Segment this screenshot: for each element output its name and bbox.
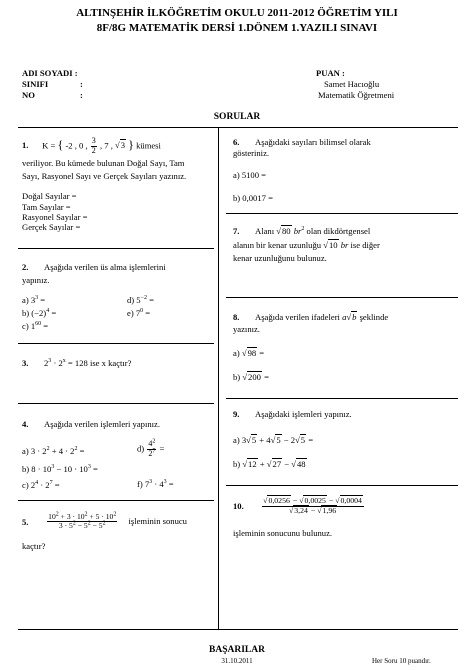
exam-title: ALTINŞEHİR İLKÖĞRETİM OKULU 2011-2012 ÖĞRETİM YILI	[76, 7, 398, 19]
no-label: NO	[22, 90, 35, 100]
q2-b: b) $(-2)^4$ =	[22, 308, 57, 318]
exam-subtitle: 8F/8G MATEMATİK DERSİ 1.DÖNEM 1.YAZILI SINAVI	[96, 22, 378, 34]
q4-d: d) $\frac{4^2}{2^7}$ =	[137, 438, 165, 458]
q1-line2: veriliyor. Bu kümede bulunan Doğal Sayı, Tam	[22, 157, 185, 168]
q6-a: a) 5100 =	[233, 170, 267, 180]
q4-c: c) $2^4 \cdot 2^7$ =	[22, 480, 60, 490]
footer-note: Her Soru 10 puandır.	[372, 657, 431, 665]
q8-number: 8.	[233, 312, 240, 322]
q5-number: 5.	[22, 516, 29, 527]
q9-number: 9.	[233, 409, 240, 419]
set-open-brace: {	[57, 137, 64, 152]
q2-text2: yapınız.	[22, 275, 50, 286]
q1-tail: kümesi	[136, 140, 161, 151]
q5-after: işleminin sonucu	[128, 515, 187, 526]
q6-text2: gösteriniz.	[233, 148, 270, 159]
q1-items-rest: , 7 ,	[99, 140, 113, 151]
q8-a: a) √ 98 =	[233, 348, 264, 358]
question-4	[22, 419, 160, 429]
q1-answer-dogal: Doğal Sayılar =	[22, 191, 77, 202]
divider-q4	[18, 500, 214, 501]
q9-a: a) 3√ 5 + 4√ 5 − 2√ 5 =	[233, 435, 313, 445]
q1-answer-tam: Tam Sayılar =	[22, 201, 71, 212]
q4-b: b) $8 \cdot 10^3 - 10 \cdot 10^3$ =	[22, 464, 98, 474]
column-divider	[218, 127, 219, 629]
teacher-title: Matematik Öğretmeni	[318, 90, 395, 100]
q1-root: √ 3	[115, 139, 126, 150]
q1-number: 1.	[22, 140, 29, 151]
q8-b: b) √ 200 =	[233, 372, 269, 382]
q9-b: b) √ 12 + √ 27 − √ 48	[233, 459, 307, 469]
divider-bottom	[18, 629, 458, 630]
sorular-heading: SORULAR	[213, 112, 261, 122]
q1-fraction: $\frac{3}{2}$	[91, 136, 96, 155]
name-label: ADI SOYADI :	[22, 68, 78, 78]
q6-b: b) 0,0017 =	[233, 193, 273, 203]
teacher-name: Samet Hacıoğlu	[324, 79, 380, 89]
question-1	[22, 137, 212, 232]
divider-q2	[18, 343, 214, 344]
q7-line3: kenar uzunluğunu bulunuz.	[233, 253, 327, 263]
class-colon: :	[80, 79, 83, 89]
q2-number: 2.	[22, 262, 29, 272]
class-label: SINIFI	[22, 79, 49, 89]
divider-q1	[18, 248, 214, 249]
question-10: 10. √ 0,0256 − √ 0,0025 − √ 0,0004 √ 3,24 − √ 1,96	[233, 497, 365, 515]
q2-d: d) $5^{-2}$ =	[127, 295, 154, 305]
question-5: 5. $\frac{10^2 + 3 \cdot 10^2 + 5 \cdot 10^2}{3 \cdot 5^2 - 5^2 - 5^2}$ işleminin sonucu	[22, 511, 187, 531]
divider-q8	[226, 398, 458, 399]
q10-line2: işleminin sonucunu bulunuz.	[233, 528, 333, 538]
q4-text: Aşağıda verilen işlemleri yapınız.	[44, 419, 160, 429]
q3-number: 3.	[22, 358, 29, 368]
q7-line2: alanın bir kenar uzunluğu √ 10 br ise diğer	[233, 240, 380, 250]
q2-c: c) $1^{60}$ =	[22, 321, 49, 331]
no-colon: :	[80, 90, 83, 100]
q1-k: K =	[42, 140, 56, 151]
question-3: 3. $2^3 \cdot 2^x = 128$ ise x kaçtır?	[22, 358, 132, 368]
q2-text: Aşağıda verilen üs alma işlemlerini	[44, 262, 166, 272]
question-6	[233, 137, 371, 159]
q8-line2: yazınız.	[233, 324, 260, 334]
q1-answer-rasyonel: Rasyonel Sayılar =	[22, 211, 88, 222]
divider-q9	[226, 485, 458, 486]
q1-answer-gercek: Gerçek Sayılar =	[22, 222, 81, 233]
question-2	[22, 262, 166, 286]
q10-number: 10.	[233, 500, 244, 511]
question-8: 8. Aşağıda verilen ifadeleri a√ b şeklinde	[233, 312, 388, 322]
q1-items: -2 , 0 ,	[65, 140, 88, 151]
set-close-brace: }	[128, 137, 134, 152]
question-9	[233, 409, 352, 419]
divider-q6	[226, 213, 458, 214]
q9-text: Aşağıdaki işlemleri yapınız.	[255, 409, 352, 419]
q7-number: 7.	[233, 226, 240, 236]
q1-line3: Sayı, Rasyonel Sayı ve Gerçek Sayıları yazınız.	[22, 170, 187, 181]
divider-top	[18, 127, 458, 128]
divider-q3	[18, 403, 214, 404]
score-label: PUAN :	[316, 68, 345, 78]
q2-a: a) $3^3$ =	[22, 295, 46, 305]
q6-number: 6.	[233, 137, 240, 147]
q4-f: f) $7^3 \cdot 4^3$ =	[137, 479, 174, 489]
q5-line2: kaçtır?	[22, 541, 46, 551]
q4-a: a) $3 \cdot 2^2 + 4 \cdot 2^2$ =	[22, 446, 85, 456]
question-7: 7. Alanı √ 80 $br^2$ olan dikdörtgensel	[233, 226, 370, 236]
divider-q7	[226, 297, 458, 298]
q6-text: Aşağıdaki sayıları bilimsel olarak	[255, 137, 371, 147]
q4-number: 4.	[22, 419, 29, 429]
q2-e: e) $7^0$ =	[127, 308, 151, 318]
basarilar-text: BAŞARILAR	[209, 645, 265, 655]
footer-date: 31.10.2011	[221, 657, 253, 665]
